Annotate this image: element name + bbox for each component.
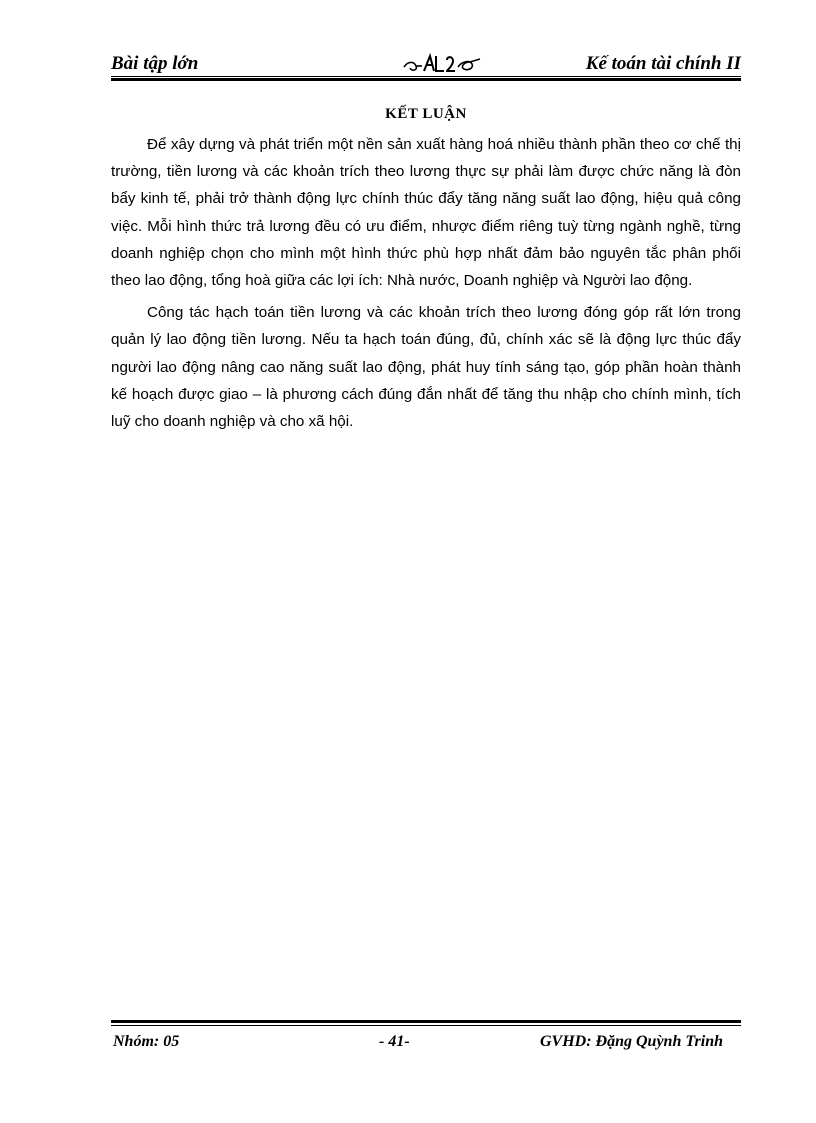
footer-rule-thick [111, 1020, 741, 1023]
header-left-text: Bài tập lớn [111, 53, 199, 74]
header-rule-thin [111, 76, 741, 77]
footer-group-label: Nhóm: 05 [113, 1033, 180, 1050]
document-body [111, 131, 741, 440]
page-footer [111, 1020, 741, 1060]
header-rule-thick [111, 78, 741, 81]
header-right-text: Kế toán tài chính II [585, 53, 741, 74]
page-title: KẾT LUẬN [385, 106, 467, 122]
paragraph-1: Để xây dựng và phát triển một nền sản xuất hàng hoá nhiều thành phần theo cơ chế thị trường, tiền lương và các khoản trích theo lương thực sự phải làm được chức năng là đòn bẩy kinh tế, phải trở thành động lực chính thúc đẩy tăng năng suất lao động, hiệu quả công việc. Mỗi hình thức trả lương đều có ưu điểm, nhược điểm riêng tuỳ từng ngành nghề, từng doanh nghiệp chọn cho mình một hình thức phù hợp nhất đảm bảo nguyên tắc phân phối theo lao động, tổng hoà giữa các lợi ích: Nhà nước, Doanh nghiệp và Người lao động. [111, 136, 741, 290]
scroll-ornament-icon [400, 52, 490, 76]
paragraph-2: Công tác hạch toán tiền lương và các khoản trích theo lương đóng góp rất lớn trong quản lý lao động tiền lương. Nếu ta hạch toán đúng, đủ, chính xác sẽ là động lực thúc đẩy người lao động nâng cao năng suất lao động, phát huy tính sáng tạo, góp phần hoàn thành kế hoạch được giao – là phương cách đúng đắn nhất để tăng thu nhập cho chính mình, tích luỹ cho doanh nghiệp và cho xã hội. [111, 304, 741, 431]
page-header [111, 48, 741, 80]
footer-rule-thin [111, 1025, 741, 1026]
footer-page-number: - 41- [379, 1033, 410, 1050]
footer-advisor: GVHD: Đặng Quỳnh Trinh [539, 1033, 723, 1050]
